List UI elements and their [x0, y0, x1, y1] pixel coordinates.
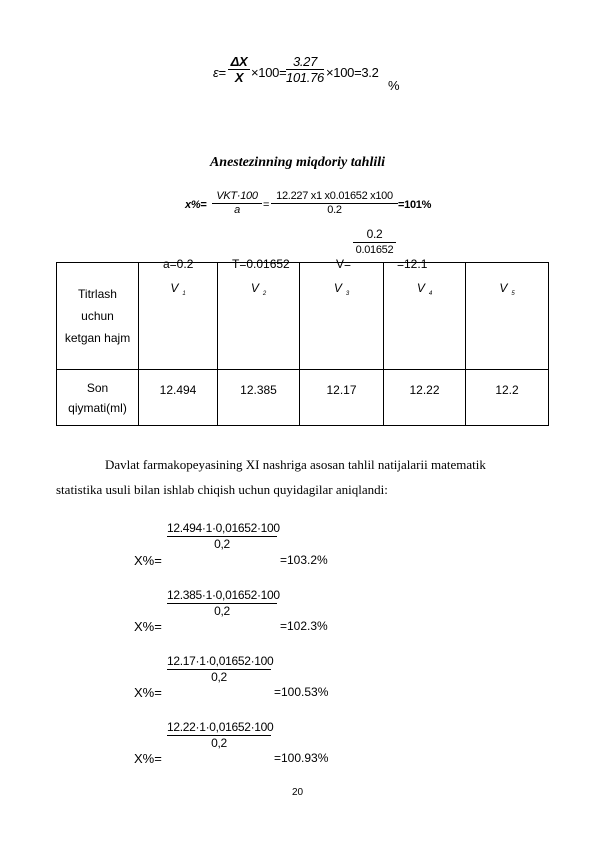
formula-x-frac2-num: 12.227 x1 x0.01652 x100 — [271, 190, 398, 204]
param-v-label: V= — [336, 257, 352, 271]
calc-result: =102.3% — [280, 619, 328, 633]
header-label-line: Titrlash — [78, 287, 117, 301]
calc-numerator: 12.17·1·0,01652·100 — [167, 654, 274, 668]
param-v-fraction — [353, 227, 396, 257]
v-subscript: 1 — [182, 291, 186, 298]
value-cell: 12.22 — [384, 370, 466, 426]
formula-x-tail: =101% — [398, 199, 432, 211]
calc-result: =103.2% — [280, 553, 328, 567]
calc-fraction — [167, 719, 274, 751]
formula-x-frac1-num: VKT·100 — [212, 190, 262, 204]
v-subscript: 5 — [511, 291, 515, 298]
v-symbol-cell — [466, 263, 549, 370]
row-label-line: qiymati(ml) — [68, 400, 127, 415]
formula-x-frac2 — [271, 190, 398, 217]
formula-eps-frac2 — [286, 54, 324, 85]
section-title: Anestezinning miqdoriy tahlili — [209, 155, 386, 170]
paragraph-line-2: statistika usuli bilan ishlab chiqish uchun quyidagilar aniqlandi: — [56, 482, 388, 497]
calc-denominator: 0,2 — [214, 537, 230, 551]
formula-eps-mid: ×100= — [251, 65, 287, 80]
header-label-line: uchun — [81, 309, 114, 323]
calc-denominator: 0,2 — [211, 736, 227, 750]
v-symbol: V — [499, 281, 508, 295]
param-t: T=0.01652 — [232, 257, 290, 271]
formula-x-frac2-den: 0.2 — [327, 204, 342, 216]
frac1-numerator: ΔX — [228, 54, 250, 70]
formula-x-eq: = — [263, 199, 270, 211]
formula-x-lhs: x%= — [185, 199, 207, 211]
calc-fraction — [167, 653, 274, 685]
header-label-cell — [57, 263, 139, 370]
value-cell: 12.2 — [466, 370, 549, 426]
calc-result: =100.53% — [274, 685, 329, 699]
titration-table — [56, 262, 549, 426]
calc-label: X%= — [134, 685, 162, 700]
table-row — [57, 263, 549, 370]
formula-eps-unit: % — [388, 78, 400, 93]
calc-denominator: 0,2 — [214, 604, 230, 618]
calc-fraction — [167, 587, 280, 619]
formula-eps-tail: ×100=3.2 — [326, 65, 379, 80]
formula-eps-frac1 — [228, 54, 250, 85]
frac2-denominator: 101.76 — [286, 70, 324, 85]
formula-x-frac1-den: a — [234, 204, 240, 216]
value-cell: 12.494 — [139, 370, 218, 426]
formula-eps-lhs: ε= — [213, 65, 226, 80]
calc-label: X%= — [134, 619, 162, 634]
calc-numerator: 12.494·1·0,01652·100 — [167, 521, 280, 535]
v-symbol: V — [170, 281, 179, 295]
table-row — [57, 370, 549, 426]
v-symbol-cell — [300, 263, 384, 370]
v-symbol: V — [416, 281, 425, 295]
frac1-denominator: X — [234, 70, 244, 85]
v-symbol: V — [333, 281, 342, 295]
param-v-den: 0.01652 — [355, 244, 394, 256]
calc-result: =100.93% — [274, 751, 329, 765]
v-symbol-cell — [139, 263, 218, 370]
calc-label: X%= — [134, 553, 162, 568]
calc-denominator: 0,2 — [211, 670, 227, 684]
row-label-line: Son — [86, 380, 109, 395]
formula-x-frac1 — [212, 190, 262, 217]
calc-numerator: 12.22·1·0,01652·100 — [167, 720, 274, 734]
calc-fraction — [167, 520, 280, 552]
param-a: a=0.2 — [163, 257, 194, 271]
header-label-line: ketgan hajm — [64, 331, 131, 345]
paragraph-line-1: Davlat farmakopeyasining XI nashriga asosan tahlil natijalarii matematik — [105, 457, 486, 472]
value-cell: 12.385 — [218, 370, 300, 426]
calc-label: X%= — [134, 751, 162, 766]
calc-numerator: 12.385·1·0,01652·100 — [167, 588, 280, 602]
v-symbol-cell — [218, 263, 300, 370]
v-subscript: 3 — [345, 291, 350, 298]
frac2-numerator: 3.27 — [286, 54, 324, 70]
v-subscript: 4 — [428, 291, 433, 298]
param-v-result: =12.1 — [397, 257, 428, 271]
param-v-num: 0.2 — [353, 227, 396, 243]
page-number: 20 — [291, 787, 304, 798]
v-symbol-cell — [384, 263, 466, 370]
value-cell: 12.17 — [300, 370, 384, 426]
v-subscript: 2 — [262, 291, 267, 298]
v-symbol: V — [250, 281, 259, 295]
row-label-cell — [57, 370, 139, 426]
